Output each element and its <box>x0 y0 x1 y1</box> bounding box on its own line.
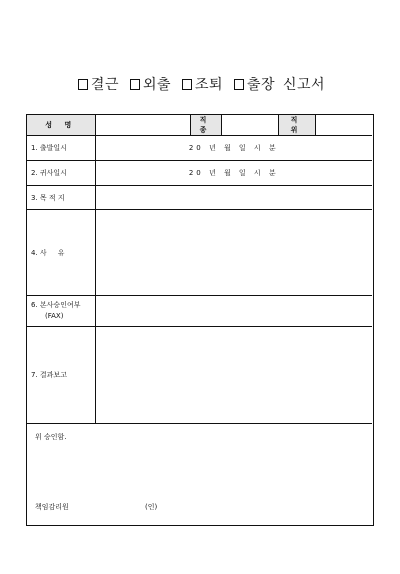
name-label: 성 명 <box>27 115 95 136</box>
approval-label-sub: (FAX) <box>45 312 64 320</box>
position-field[interactable] <box>221 115 278 136</box>
approval-label <box>27 296 95 327</box>
depart-field[interactable]: 20 년 월 일 시 분 <box>95 136 372 161</box>
result-row <box>27 327 372 424</box>
form-title <box>0 74 400 94</box>
approval-section <box>27 422 372 525</box>
checkbox-icon[interactable] <box>234 79 244 90</box>
header-row <box>27 115 372 136</box>
checkbox-icon[interactable] <box>130 79 140 90</box>
title-option-absence: 결근 <box>78 74 119 94</box>
checkbox-icon[interactable] <box>182 79 192 90</box>
reason-label: 4. 사 유 <box>27 210 95 296</box>
destination-row <box>27 186 372 210</box>
reason-row <box>27 210 372 296</box>
signer-label: 책임감리원 <box>35 503 69 511</box>
seal-mark[interactable]: (인) <box>145 503 158 511</box>
rank-label: 직 위 <box>278 115 315 136</box>
return-label: 2. 귀사일시 <box>27 161 95 186</box>
form-table <box>27 115 372 424</box>
name-field[interactable] <box>95 115 190 136</box>
title-option-early-leave: 조퇴 <box>182 74 223 94</box>
return-field[interactable]: 20 년 월 일 시 분 <box>95 161 372 186</box>
title-suffix: 신고서 <box>282 77 326 93</box>
rank-field[interactable] <box>315 115 372 136</box>
approval-field[interactable] <box>95 296 372 327</box>
return-row <box>27 161 372 186</box>
depart-label: 1. 출발일시 <box>27 136 95 161</box>
checkbox-icon[interactable] <box>78 79 88 90</box>
approval-note: 위 승인함. <box>35 433 67 441</box>
depart-row <box>27 136 372 161</box>
position-label: 직 종 <box>190 115 221 136</box>
report-form <box>26 114 374 526</box>
reason-field[interactable] <box>95 210 372 296</box>
approval-label-main: 6. 본사승인여부 <box>31 301 81 309</box>
approval-row <box>27 296 372 327</box>
title-option-outing: 외출 <box>130 74 171 94</box>
result-field[interactable] <box>95 327 372 424</box>
title-option-business-trip: 출장 <box>234 74 275 94</box>
destination-field[interactable] <box>95 186 372 210</box>
destination-label: 3. 목 적 지 <box>27 186 95 210</box>
result-label: 7. 결과보고 <box>27 327 95 424</box>
